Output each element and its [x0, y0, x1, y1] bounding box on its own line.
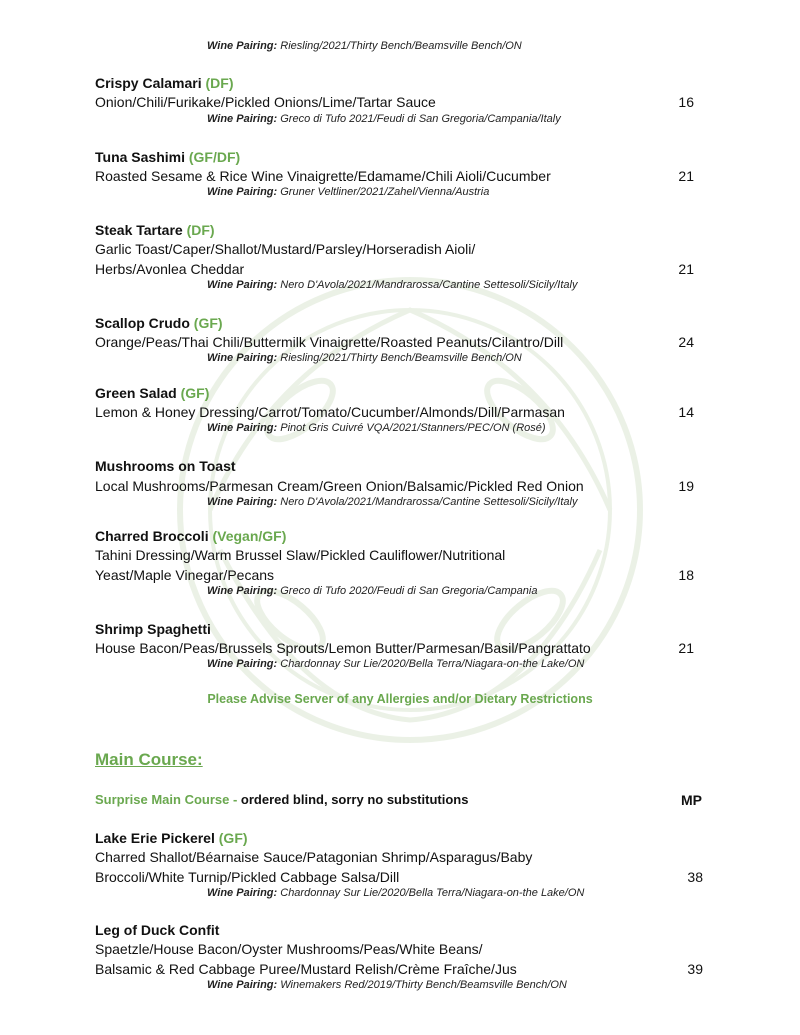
surprise-note: ordered blind, sorry no substitutions: [240, 792, 469, 807]
item-price: 21: [678, 640, 694, 656]
item-price: 14: [678, 404, 694, 420]
wine-pairing-label: Wine Pairing:: [207, 279, 278, 291]
menu-item-title: [95, 621, 211, 637]
dietary-tag: (DF): [201, 75, 234, 91]
item-name: Lake Erie Pickerel: [95, 830, 215, 846]
menu-item-title: [95, 75, 234, 91]
wine-pairing-text: Winemakers Red/2019/Thirty Bench/Beamsville Bench/ON: [277, 979, 567, 991]
item-price: 21: [678, 261, 694, 277]
item-name: Steak Tartare: [95, 222, 183, 238]
wine-pairing-text: Nero D'Avola/2021/Mandrarossa/Cantine Settesoli/Sicily/Italy: [277, 496, 578, 508]
dietary-tag: (Vegan/GF): [208, 528, 287, 544]
wine-pairing-label: Wine Pairing:: [207, 887, 278, 899]
menu-item-title: [95, 528, 286, 544]
wine-pairing: [207, 352, 522, 364]
dietary-tag: (GF/DF): [184, 149, 241, 165]
wine-pairing-text: Greco di Tufo 2020/Feudi di San Gregoria/Campania: [277, 585, 538, 597]
menu-item-title: [95, 222, 215, 238]
wine-pairing: [207, 279, 577, 291]
wine-pairing-top: [207, 40, 522, 52]
section-heading-main-course: Main Course:: [95, 750, 203, 769]
item-description: Roasted Sesame & Rice Wine Vinaigrette/Edamame/Chili Aioli/Cucumber: [95, 168, 551, 184]
item-name: Mushrooms on Toast: [95, 458, 236, 474]
item-name: Tuna Sashimi: [95, 149, 185, 165]
wine-pairing: [207, 113, 561, 125]
item-price: 16: [678, 94, 694, 110]
wine-pairing-label: Wine Pairing:: [207, 186, 278, 198]
item-name: Shrimp Spaghetti: [95, 621, 211, 637]
item-price: 21: [678, 168, 694, 184]
item-price: 24: [678, 334, 694, 350]
allergy-notice: Please Advise Server of any Allergies and/or Dietary Restrictions: [207, 692, 593, 706]
wine-pairing-label: Wine Pairing:: [207, 352, 278, 364]
surprise-label: Surprise Main Course -: [95, 792, 241, 807]
wine-pairing-text: Gruner Veltliner/2021/Zahel/Vienna/Austria: [277, 186, 490, 198]
item-description-line2: Yeast/Maple Vinegar/Pecans: [95, 567, 275, 583]
item-name: Charred Broccoli: [95, 528, 209, 544]
wine-pairing-label: Wine Pairing:: [207, 40, 278, 52]
wine-pairing-text: Riesling/2021/Thirty Bench/Beamsville Bench/ON: [277, 40, 522, 52]
wine-pairing: [207, 887, 584, 899]
wine-pairing-text: Nero D'Avola/2021/Mandrarossa/Cantine Settesoli/Sicily/Italy: [277, 279, 578, 291]
wine-pairing-label: Wine Pairing:: [207, 979, 278, 991]
dietary-tag: (GF): [189, 315, 223, 331]
wine-pairing-text: Chardonnay Sur Lie/2020/Bella Terra/Niagara-on-the Lake/ON: [277, 887, 585, 899]
dietary-tag: (GF): [176, 385, 210, 401]
wine-pairing: [207, 585, 537, 597]
menu-item-title: [95, 922, 219, 938]
item-description: House Bacon/Peas/Brussels Sprouts/Lemon Butter/Parmesan/Basil/Pangrattato: [95, 640, 591, 656]
wine-pairing: [207, 186, 489, 198]
item-name: Leg of Duck Confit: [95, 922, 220, 938]
dietary-tag: (GF): [214, 830, 248, 846]
market-price: MP: [681, 792, 702, 808]
item-description: Onion/Chili/Furikake/Pickled Onions/Lime/Tartar Sauce: [95, 94, 436, 110]
item-description-line2: Balsamic & Red Cabbage Puree/Mustard Relish/Crème Fraîche/Jus: [95, 961, 517, 977]
item-description: Spaetzle/House Bacon/Oyster Mushrooms/Peas/White Beans/: [95, 941, 483, 957]
item-name: Scallop Crudo: [95, 315, 190, 331]
item-price: 38: [687, 869, 703, 885]
item-description: Tahini Dressing/Warm Brussel Slaw/Pickled Cauliflower/Nutritional: [95, 547, 506, 563]
wine-pairing: [207, 979, 567, 991]
wine-pairing-text: Riesling/2021/Thirty Bench/Beamsville Bench/ON: [277, 352, 522, 364]
menu-item-title: [95, 830, 248, 846]
wine-pairing: [207, 496, 577, 508]
wine-pairing-label: Wine Pairing:: [207, 496, 278, 508]
wine-pairing-text: Chardonnay Sur Lie/2020/Bella Terra/Niagara-on-the Lake/ON: [277, 658, 585, 670]
wine-pairing-text: Greco di Tufo 2021/Feudi di San Gregoria/Campania/Italy: [277, 113, 561, 125]
menu-item-title: [95, 385, 209, 401]
item-description: Garlic Toast/Caper/Shallot/Mustard/Parsley/Horseradish Aioli/: [95, 241, 476, 257]
wine-pairing-label: Wine Pairing:: [207, 422, 278, 434]
menu-item-title: [95, 149, 240, 165]
item-description: Local Mushrooms/Parmesan Cream/Green Onion/Balsamic/Pickled Red Onion: [95, 478, 584, 494]
wine-pairing: [207, 422, 546, 434]
item-description-line2: Broccoli/White Turnip/Pickled Cabbage Salsa/Dill: [95, 869, 400, 885]
item-price: 39: [687, 961, 703, 977]
wine-pairing: [207, 658, 584, 670]
wine-pairing-label: Wine Pairing:: [207, 585, 278, 597]
wine-pairing-label: Wine Pairing:: [207, 113, 278, 125]
item-description: Orange/Peas/Thai Chili/Buttermilk Vinaigrette/Roasted Peanuts/Cilantro/Dill: [95, 334, 564, 350]
item-description: Charred Shallot/Béarnaise Sauce/Patagonian Shrimp/Asparagus/Baby: [95, 849, 533, 865]
dietary-tag: (DF): [182, 222, 215, 238]
surprise-main-course: [95, 792, 468, 807]
item-price: 18: [678, 567, 694, 583]
item-description: Lemon & Honey Dressing/Carrot/Tomato/Cucumber/Almonds/Dill/Parmasan: [95, 404, 565, 420]
item-price: 19: [678, 478, 694, 494]
menu-item-title: [95, 458, 236, 474]
item-name: Crispy Calamari: [95, 75, 202, 91]
wine-pairing-text: Pinot Gris Cuivré VQA/2021/Stanners/PEC/ON (Rosé): [277, 422, 546, 434]
menu-item-title: [95, 315, 223, 331]
wine-pairing-label: Wine Pairing:: [207, 658, 278, 670]
item-description-line2: Herbs/Avonlea Cheddar: [95, 261, 245, 277]
item-name: Green Salad: [95, 385, 177, 401]
